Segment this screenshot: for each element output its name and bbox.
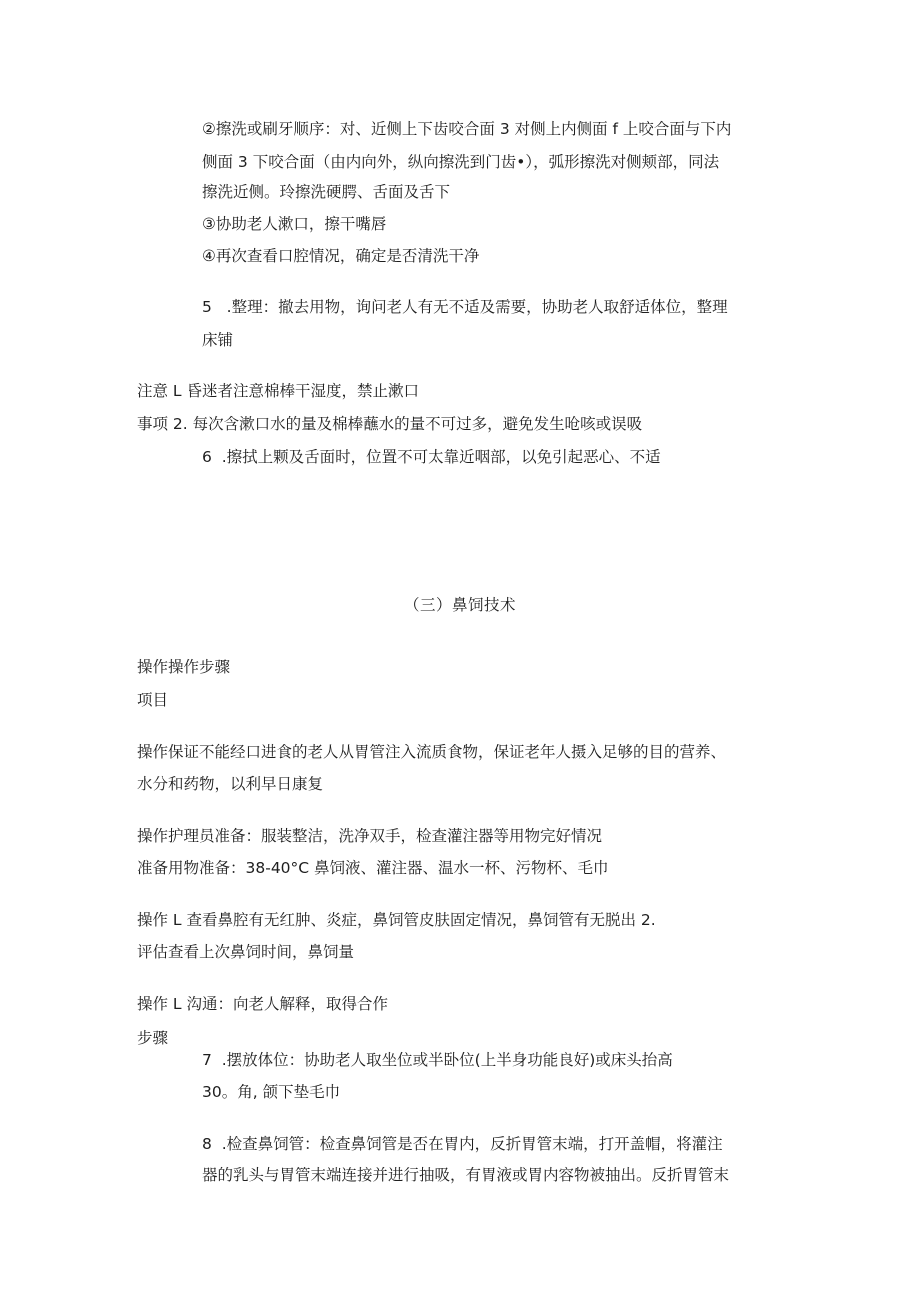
prep-line-1: 操作护理员准备：服装整洁，洗净双手，检查灌注器等用物完好情况 — [137, 827, 603, 845]
purpose-line-2: 水分和药物，以利早日康复 — [137, 775, 324, 793]
scrub-order-line-2: 侧面 3 下咬合面（由内向外，纵向擦洗到门齿•），弧形擦洗对侧颊部，同法 — [202, 153, 720, 171]
assess-line-1: 操作 L 查看鼻腔有无红肿、炎症，鼻饲管皮肤固定情况，鼻饲管有无脱出 2. — [137, 911, 656, 929]
scrub-order-line-1: ②擦洗或刷牙顺序：对、近侧上下齿咬合面 3 对侧上内侧面 f 上咬合面与下内 — [202, 120, 732, 138]
step-5-line-2: 床铺 — [202, 331, 234, 349]
step-5-line-1: 5 .整理：撤去用物，询问老人有无不适及需要，协助老人取舒适体位，整理 — [202, 298, 728, 316]
step-7-line-2: 30。角, 颌下垫毛巾 — [202, 1083, 341, 1101]
step-8-line-2: 器的乳头与胃管末端连接并进行抽吸，有胃液或胃内容物被抽出。反折胃管末 — [202, 1166, 730, 1184]
table-header-line-1: 操作操作步骤 — [137, 658, 231, 676]
note-line-2: 事项 2. 每次含漱口水的量及棉棒蘸水的量不可过多，避免发生呛咳或误吸 — [137, 415, 643, 433]
step-8-line-1: 8 .检查鼻饲管：检查鼻饲管是否在胃内，反折胃管末端，打开盖帽，将灌注 — [202, 1135, 723, 1153]
rinse-step: ③协助老人漱口，擦干嘴唇 — [202, 215, 387, 233]
recheck-step: ④再次查看口腔情况，确定是否清洗干净 — [202, 247, 480, 265]
note-line-1: 注意 L 昏迷者注意棉棒干湿度，禁止漱口 — [137, 382, 419, 400]
purpose-line-1: 操作保证不能经口进食的老人从胃管注入流质食物，保证老年人摄入足够的目的营养、 — [137, 743, 727, 761]
assess-line-2: 评估查看上次鼻饲时间，鼻饲量 — [137, 943, 355, 961]
step-7-line-1: 7 .摆放体位：协助老人取坐位或半卧位(上半身功能良好)或床头抬高 — [202, 1051, 673, 1069]
steps-label: 步骤 — [137, 1029, 169, 1047]
table-header-line-2: 项目 — [137, 691, 169, 709]
prep-line-2: 准备用物准备：38-40°C 鼻饲液、灌注器、温水一杯、污物杯、毛巾 — [137, 859, 609, 877]
section-title: （三）鼻饲技术 — [403, 596, 516, 614]
note-line-3: 6 .擦拭上颗及舌面时，位置不可太靠近咽部，以免引起恶心、不适 — [202, 448, 661, 466]
scrub-order-line-3: 擦洗近侧。玲擦洗硬腭、舌面及舌下 — [202, 183, 451, 201]
communication-step: 操作 L 沟通：向老人解释，取得合作 — [137, 995, 388, 1013]
